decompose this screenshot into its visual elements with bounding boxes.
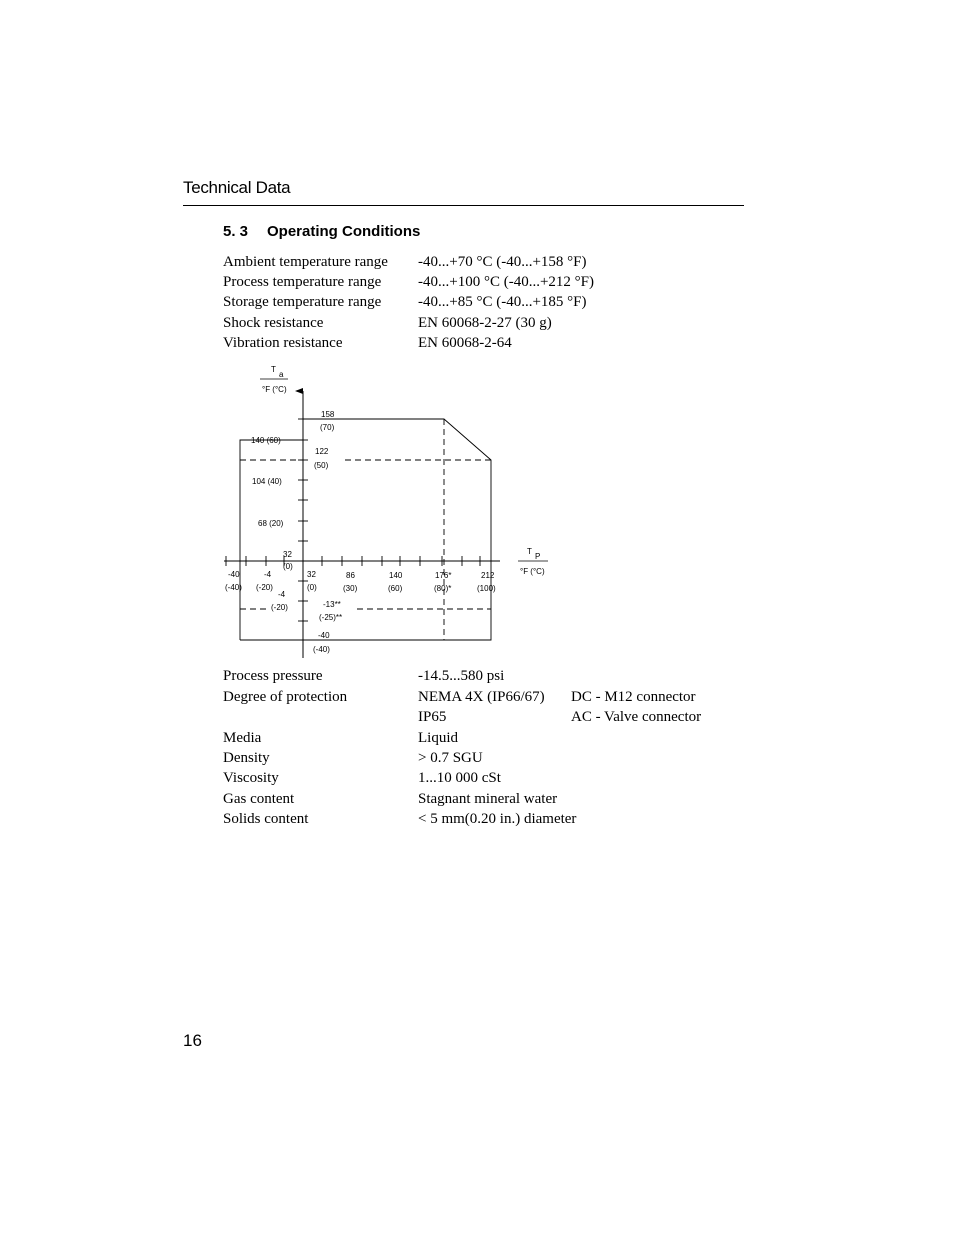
spec-label: Storage temperature range [223, 294, 382, 310]
y-label: 68 (20) [258, 519, 284, 528]
running-header-title: Technical Data [183, 178, 291, 197]
spec-value: NEMA 4X (IP66/67) [418, 689, 545, 705]
page-number: 16 [183, 1031, 202, 1050]
spec-label: Degree of protection [223, 689, 348, 705]
x-label: 212 [481, 571, 495, 580]
spec-note: AC - Valve connector [571, 709, 702, 725]
x-axis-subscript: P [535, 552, 541, 561]
spec-label: Ambient temperature range [223, 254, 388, 270]
temperature-derating-diagram [210, 358, 560, 663]
y-label: (50) [314, 461, 329, 470]
x-label: -40 [228, 570, 240, 579]
y-label: (-40) [313, 645, 330, 654]
spec-note: DC - M12 connector [571, 689, 696, 705]
spec-label: Shock resistance [223, 315, 324, 331]
spec-value: Stagnant mineral water [418, 791, 558, 807]
x-label: (-20) [256, 583, 273, 592]
spec-value: IP65 [418, 709, 447, 725]
spec-value: -40...+85 °C (-40...+185 °F) [418, 294, 587, 310]
spec-value: EN 60068-2-64 [418, 335, 512, 351]
y-label: 158 [321, 410, 335, 419]
y-label: 140 (60) [251, 436, 281, 445]
x-label: (80)* [434, 584, 452, 593]
x-axis-unit: °F (°C) [520, 567, 545, 576]
spec-value: > 0.7 SGU [418, 750, 483, 766]
spec-label: Vibration resistance [223, 335, 343, 351]
spec-label: Process pressure [223, 668, 323, 684]
section-number: 5. 3 [223, 223, 249, 240]
x-label: 140 [389, 571, 403, 580]
y-label: -13** [323, 600, 341, 609]
y-axis-title [260, 365, 288, 394]
y-axis-subscript: a [279, 370, 284, 379]
y-axis-labels [251, 410, 342, 654]
y-label: (-25)** [319, 613, 343, 622]
spec-label: Density [223, 750, 270, 766]
x-axis-title [518, 547, 548, 576]
y-label: (70) [320, 423, 335, 432]
header-rule [183, 205, 744, 206]
x-label: 86 [346, 571, 355, 580]
spec-value: < 5 mm(0.20 in.) diameter [418, 811, 577, 827]
spec-label: Viscosity [223, 770, 279, 786]
spec-value: Liquid [418, 730, 458, 746]
x-label: (-40) [225, 583, 242, 592]
x-axis-symbol: T [527, 547, 532, 556]
spec-label: Media [223, 730, 262, 746]
x-label: (100) [477, 584, 496, 593]
spec-value: -40...+100 °C (-40...+212 °F) [418, 274, 594, 290]
y-axis-symbol: T [271, 365, 276, 374]
y-label: 104 (40) [252, 477, 282, 486]
spec-label: Gas content [223, 791, 295, 807]
spec-label: Process temperature range [223, 274, 382, 290]
y-label: 32 [283, 550, 292, 559]
spec-label: Solids content [223, 811, 309, 827]
y-label: (-20) [271, 603, 288, 612]
y-label: (0) [283, 562, 293, 571]
x-label: 32 [307, 570, 316, 579]
y-label: -4 [278, 590, 286, 599]
x-label: -4 [264, 570, 272, 579]
y-label: -40 [318, 631, 330, 640]
x-axis-labels [225, 570, 496, 593]
section-title: Operating Conditions [267, 223, 421, 240]
y-label: 122 [315, 447, 329, 456]
x-label: (30) [343, 584, 358, 593]
spec-value: -40...+70 °C (-40...+158 °F) [418, 254, 587, 270]
section-heading [223, 223, 420, 240]
y-axis-unit: °F (°C) [262, 385, 287, 394]
spec-value: 1...10 000 cSt [418, 770, 501, 786]
x-label: (0) [307, 583, 317, 592]
x-label: 176* [435, 571, 452, 580]
spec-value: -14.5...580 psi [418, 668, 505, 684]
x-label: (60) [388, 584, 403, 593]
spec-value: EN 60068-2-27 (30 g) [418, 315, 552, 331]
